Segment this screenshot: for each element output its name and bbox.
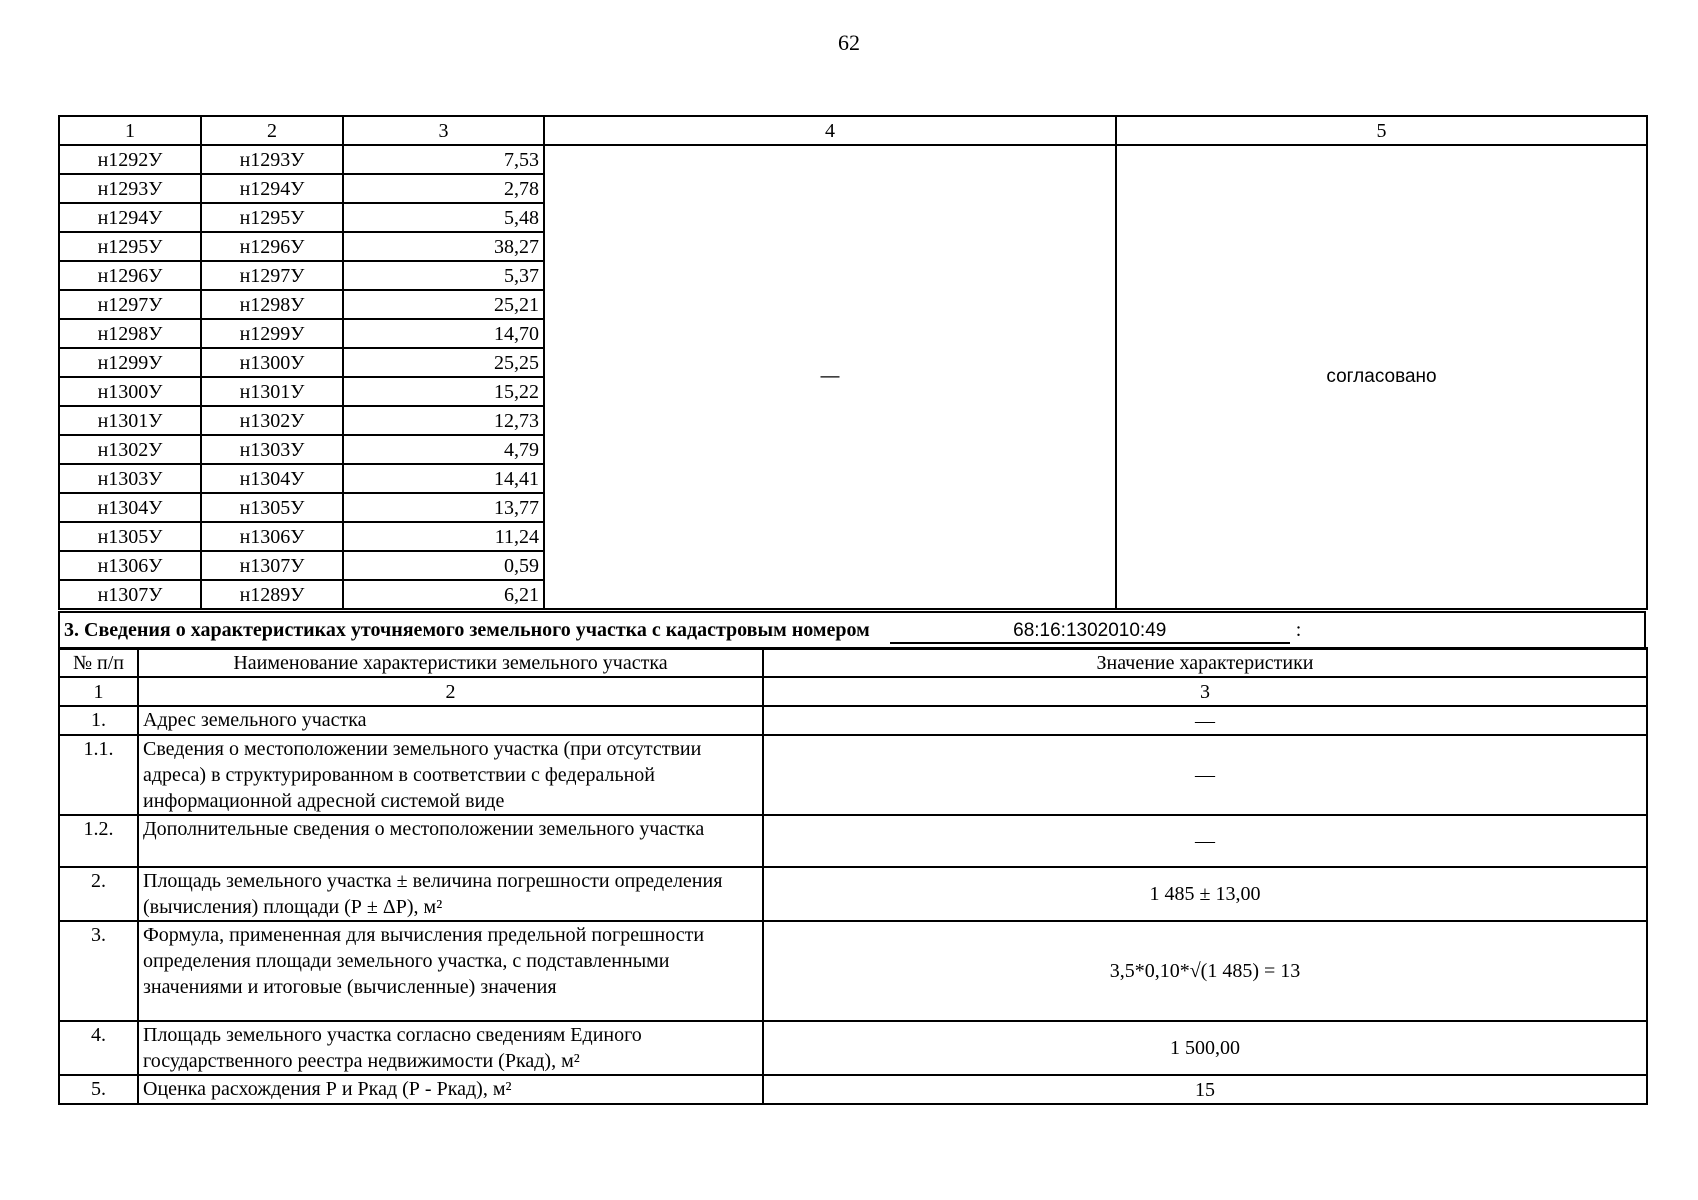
cadastral-number: 68:16:1302010:49 (890, 620, 1290, 644)
characteristic-number: 4. (59, 1021, 138, 1075)
colnum-cell: 1 (59, 677, 138, 706)
point-from-cell: н1292У (59, 145, 201, 174)
characteristic-value: 3,5*0,10*√(1 485) = 13 (763, 921, 1647, 1021)
characteristic-name: Адрес земельного участка (138, 706, 763, 735)
characteristic-number: 1.1. (59, 735, 138, 815)
length-cell: 0,59 (343, 551, 544, 580)
point-from-cell: н1301У (59, 406, 201, 435)
length-cell: 15,22 (343, 377, 544, 406)
point-from-cell: н1294У (59, 203, 201, 232)
characteristic-row (59, 867, 1647, 921)
length-cell: 12,73 (343, 406, 544, 435)
title-colon: : (1295, 619, 1302, 641)
column-5-value: согласовано (1116, 145, 1647, 609)
point-to-cell: н1297У (201, 261, 343, 290)
section-3-title-cell (59, 612, 1645, 649)
point-to-cell: н1303У (201, 435, 343, 464)
characteristic-value: 15 (763, 1075, 1647, 1104)
characteristic-value: — (763, 735, 1647, 815)
point-to-cell: н1298У (201, 290, 343, 319)
point-from-cell: н1304У (59, 493, 201, 522)
point-from-cell: н1300У (59, 377, 201, 406)
colnum-cell: 3 (763, 677, 1647, 706)
characteristic-name: Формула, примененная для вычисления предельной погрешности определения площади земельного участка, с подставленными значениями и итоговые (вычисленные) значения (138, 921, 763, 1021)
point-to-cell: н1296У (201, 232, 343, 261)
section-3-title: 3. Сведения о характеристиках уточняемого земельного участка с кадастровым номером (64, 619, 870, 641)
length-cell: 11,24 (343, 522, 544, 551)
length-cell: 13,77 (343, 493, 544, 522)
point-from-cell: н1295У (59, 232, 201, 261)
point-to-cell: н1300У (201, 348, 343, 377)
column-4-value: — (544, 145, 1116, 609)
characteristics-table-body (59, 648, 1647, 1104)
header-number: № п/п (59, 648, 138, 677)
characteristic-name: Оценка расхождения Р и Ркад (Р - Ркад), м² (138, 1075, 763, 1104)
point-from-cell: н1293У (59, 174, 201, 203)
point-from-cell: н1297У (59, 290, 201, 319)
header-name: Наименование характеристики земельного участка (138, 648, 763, 677)
point-to-cell: н1305У (201, 493, 343, 522)
characteristic-name: Дополнительные сведения о местоположении земельного участка (138, 815, 763, 867)
length-cell: 6,21 (343, 580, 544, 609)
length-cell: 38,27 (343, 232, 544, 261)
characteristic-row (59, 706, 1647, 735)
characteristics-colnum-row (59, 677, 1647, 706)
length-cell: 4,79 (343, 435, 544, 464)
length-cell: 14,41 (343, 464, 544, 493)
characteristic-value: 1 485 ± 13,00 (763, 867, 1647, 921)
boundary-header-cell: 4 (544, 116, 1116, 145)
page-number: 62 (838, 30, 860, 55)
point-from-cell: н1305У (59, 522, 201, 551)
characteristic-value: — (763, 706, 1647, 735)
length-cell: 2,78 (343, 174, 544, 203)
characteristic-name: Сведения о местоположении земельного участка (при отсутствии адреса) в структурированном в соответствии с федеральной информационной адресной системой виде (138, 735, 763, 815)
boundary-header-cell: 5 (1116, 116, 1647, 145)
characteristic-name: Площадь земельного участка ± величина погрешности определения (вычисления) площади (Р ± ΔР), м² (138, 867, 763, 921)
point-from-cell: н1298У (59, 319, 201, 348)
point-to-cell: н1293У (201, 145, 343, 174)
point-from-cell: н1299У (59, 348, 201, 377)
characteristic-value: — (763, 815, 1647, 867)
point-to-cell: н1304У (201, 464, 343, 493)
length-cell: 5,37 (343, 261, 544, 290)
characteristic-row (59, 815, 1647, 867)
header-value: Значение характеристики (763, 648, 1647, 677)
point-to-cell: н1307У (201, 551, 343, 580)
characteristic-row (59, 735, 1647, 815)
boundary-table-body (59, 116, 1647, 609)
length-cell: 5,48 (343, 203, 544, 232)
point-to-cell: н1306У (201, 522, 343, 551)
point-from-cell: н1296У (59, 261, 201, 290)
characteristic-number: 1.2. (59, 815, 138, 867)
length-cell: 7,53 (343, 145, 544, 174)
characteristic-value: 1 500,00 (763, 1021, 1647, 1075)
characteristics-table (58, 647, 1648, 1105)
characteristic-row (59, 921, 1647, 1021)
boundary-header-cell: 2 (201, 116, 343, 145)
point-from-cell: н1303У (59, 464, 201, 493)
point-to-cell: н1289У (201, 580, 343, 609)
boundary-header-row (59, 116, 1647, 145)
point-from-cell: н1302У (59, 435, 201, 464)
section-3-header (58, 611, 1646, 650)
characteristic-row (59, 1075, 1647, 1104)
point-to-cell: н1299У (201, 319, 343, 348)
length-cell: 14,70 (343, 319, 544, 348)
characteristic-row (59, 1021, 1647, 1075)
characteristic-number: 5. (59, 1075, 138, 1104)
boundary-header-cell: 3 (343, 116, 544, 145)
point-from-cell: н1306У (59, 551, 201, 580)
boundary-header-cell: 1 (59, 116, 201, 145)
point-from-cell: н1307У (59, 580, 201, 609)
colnum-cell: 2 (138, 677, 763, 706)
characteristic-name: Площадь земельного участка согласно сведениям Единого государственного реестра недвижимости (Ркад), м² (138, 1021, 763, 1075)
point-to-cell: н1294У (201, 174, 343, 203)
point-to-cell: н1302У (201, 406, 343, 435)
length-cell: 25,21 (343, 290, 544, 319)
boundary-row (59, 145, 1647, 174)
characteristics-header-row (59, 648, 1647, 677)
characteristic-number: 3. (59, 921, 138, 1021)
characteristic-number: 2. (59, 867, 138, 921)
characteristic-number: 1. (59, 706, 138, 735)
point-to-cell: н1301У (201, 377, 343, 406)
point-to-cell: н1295У (201, 203, 343, 232)
boundary-table (58, 115, 1648, 610)
length-cell: 25,25 (343, 348, 544, 377)
